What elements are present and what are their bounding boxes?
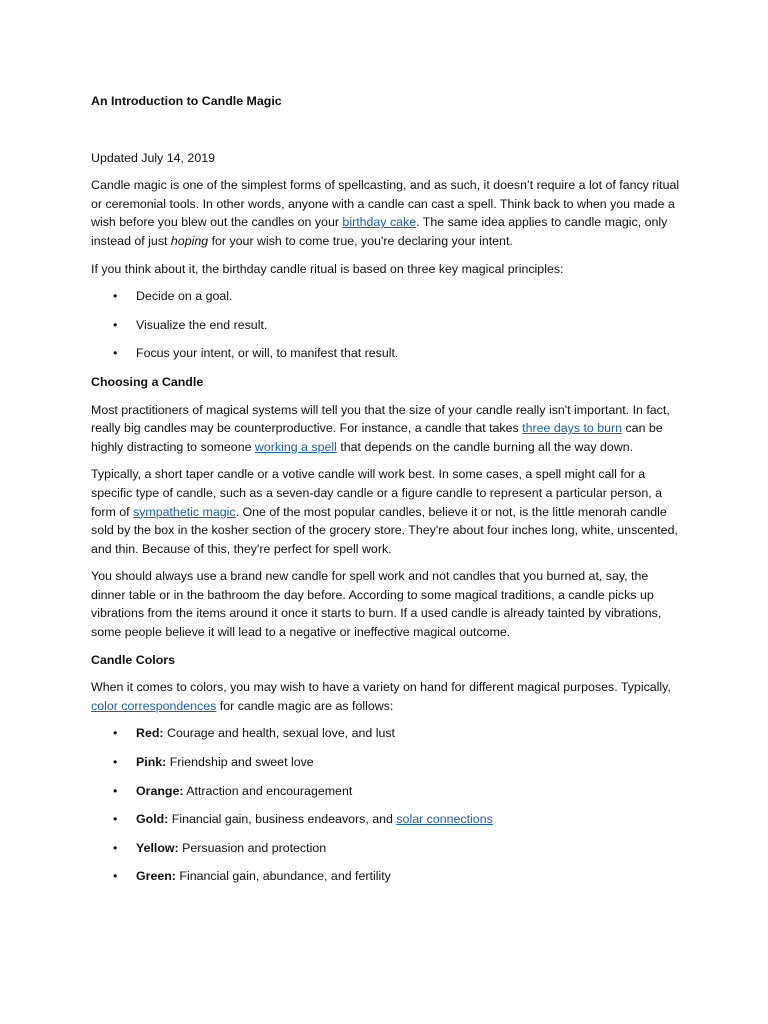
bullet-icon: • xyxy=(113,812,118,827)
choosing-p2-text-1: Typically, a short taper candle or a votive candle will work best. In some cases, a spell might call for a specific type of candle, such as a seven-day candle or a figure candle to represent a particular person, a form of xyxy=(91,467,662,519)
bullet-icon: • xyxy=(113,289,118,304)
intro-text-3: for your wish to come true, you're declaring your intent. xyxy=(208,233,513,248)
color-text: Financial gain, abundance, and fertility xyxy=(175,869,391,884)
colors-intro-paragraph xyxy=(91,678,681,715)
intro-text-2: . The same idea applies to candle magic, only instead of just xyxy=(91,215,668,248)
colors-list xyxy=(91,724,681,886)
intro-emphasis: hoping xyxy=(170,233,209,248)
choosing-paragraph-1 xyxy=(91,401,681,457)
choosing-paragraph-2 xyxy=(91,465,681,558)
colors-intro-text-1: When it comes to colors, you may wish to have a variety on hand for different magical purposes. Typically, xyxy=(91,680,671,695)
color-label: Gold: xyxy=(136,812,169,827)
choosing-paragraph-3: You should always use a brand new candle for spell work and not candles that you burned at, say, the dinner table or in the bathroom the day before. According to some magical traditions, a candle picks up vibrations from the items around it once it starts to burn. If a used candle is already tainted by vibrations, some people believe it will lead to a negative or ineffective magical outcome. xyxy=(91,569,662,640)
working-a-spell-link[interactable]: working a spell xyxy=(254,439,337,454)
list-item xyxy=(91,810,681,829)
color-label: Red: xyxy=(136,726,164,741)
intro-paragraph xyxy=(91,176,681,250)
section-heading-choosing: Choosing a Candle xyxy=(91,374,204,389)
principles-list xyxy=(91,287,681,363)
list-item xyxy=(91,839,681,858)
color-text: Friendship and sweet love xyxy=(166,755,314,770)
bullet-icon: • xyxy=(113,755,118,770)
list-item-text: Visualize the end result. xyxy=(136,317,268,332)
bullet-icon: • xyxy=(113,840,118,855)
color-correspondences-link[interactable]: color correspondences xyxy=(91,698,217,713)
choosing-text-1: Most practitioners of magical systems will tell you that the size of your candle really isn't important. In fact, really big candles may be counterproductive. For instance, a candle that takes xyxy=(91,402,670,436)
color-label: Yellow: xyxy=(136,840,179,855)
colors-intro-text-2: for candle magic are as follows: xyxy=(216,698,394,713)
bullet-icon: • xyxy=(113,869,118,884)
birthday-cake-link[interactable]: birthday cake xyxy=(342,215,417,230)
bullet-icon: • xyxy=(113,726,118,741)
bullet-icon: • xyxy=(113,317,118,332)
sympathetic-magic-link[interactable]: sympathetic magic xyxy=(133,504,236,519)
principles-intro: If you think about it, the birthday candle ritual is based on three key magical principles: xyxy=(91,261,564,276)
list-item xyxy=(91,344,681,363)
color-label: Pink: xyxy=(136,755,167,770)
three-days-link[interactable]: three days to burn xyxy=(522,421,623,436)
list-item xyxy=(91,287,681,306)
updated-date: Updated July 14, 2019 xyxy=(91,150,215,165)
page-title: An Introduction to Candle Magic xyxy=(91,94,282,108)
solar-connections-link[interactable]: solar connections xyxy=(396,812,493,827)
section-heading-colors: Candle Colors xyxy=(91,652,175,667)
list-item xyxy=(91,867,681,886)
list-item-text: Focus your intent, or will, to manifest that result. xyxy=(136,346,399,361)
color-text: Persuasion and protection xyxy=(178,840,327,855)
intro-text-1: Candle magic is one of the simplest forms of spellcasting, and as such, it doesn’t require a lot of fancy ritual or ceremonial tools. In other words, anyone with a candle can cast a spell. Think back to when you made a wish before you blew out the candles on your xyxy=(91,178,680,230)
document-page xyxy=(91,92,681,896)
color-text: Financial gain, business endeavors, and xyxy=(168,812,397,827)
color-label: Orange: xyxy=(136,783,184,798)
color-text: Courage and health, sexual love, and lust xyxy=(163,726,395,741)
choosing-text-2: can be highly distracting to someone xyxy=(91,421,663,454)
choosing-p2-text-2: . One of the most popular candles, believe it or not, is the little menorah candle sold by the box in the kosher section of the grocery store. They're about four inches long, white, unscented, and thin. Because of this, they're perfect for spell work. xyxy=(91,504,678,556)
color-text: Attraction and encouragement xyxy=(183,783,353,798)
list-item-text: Decide on a goal. xyxy=(136,289,233,304)
list-item xyxy=(91,753,681,772)
list-item xyxy=(91,316,681,335)
list-item xyxy=(91,782,681,801)
list-item xyxy=(91,724,681,743)
bullet-icon: • xyxy=(113,346,118,361)
choosing-text-3: that depends on the candle burning all the way down. xyxy=(336,439,634,454)
color-label: Green: xyxy=(136,869,176,884)
bullet-icon: • xyxy=(113,783,118,798)
